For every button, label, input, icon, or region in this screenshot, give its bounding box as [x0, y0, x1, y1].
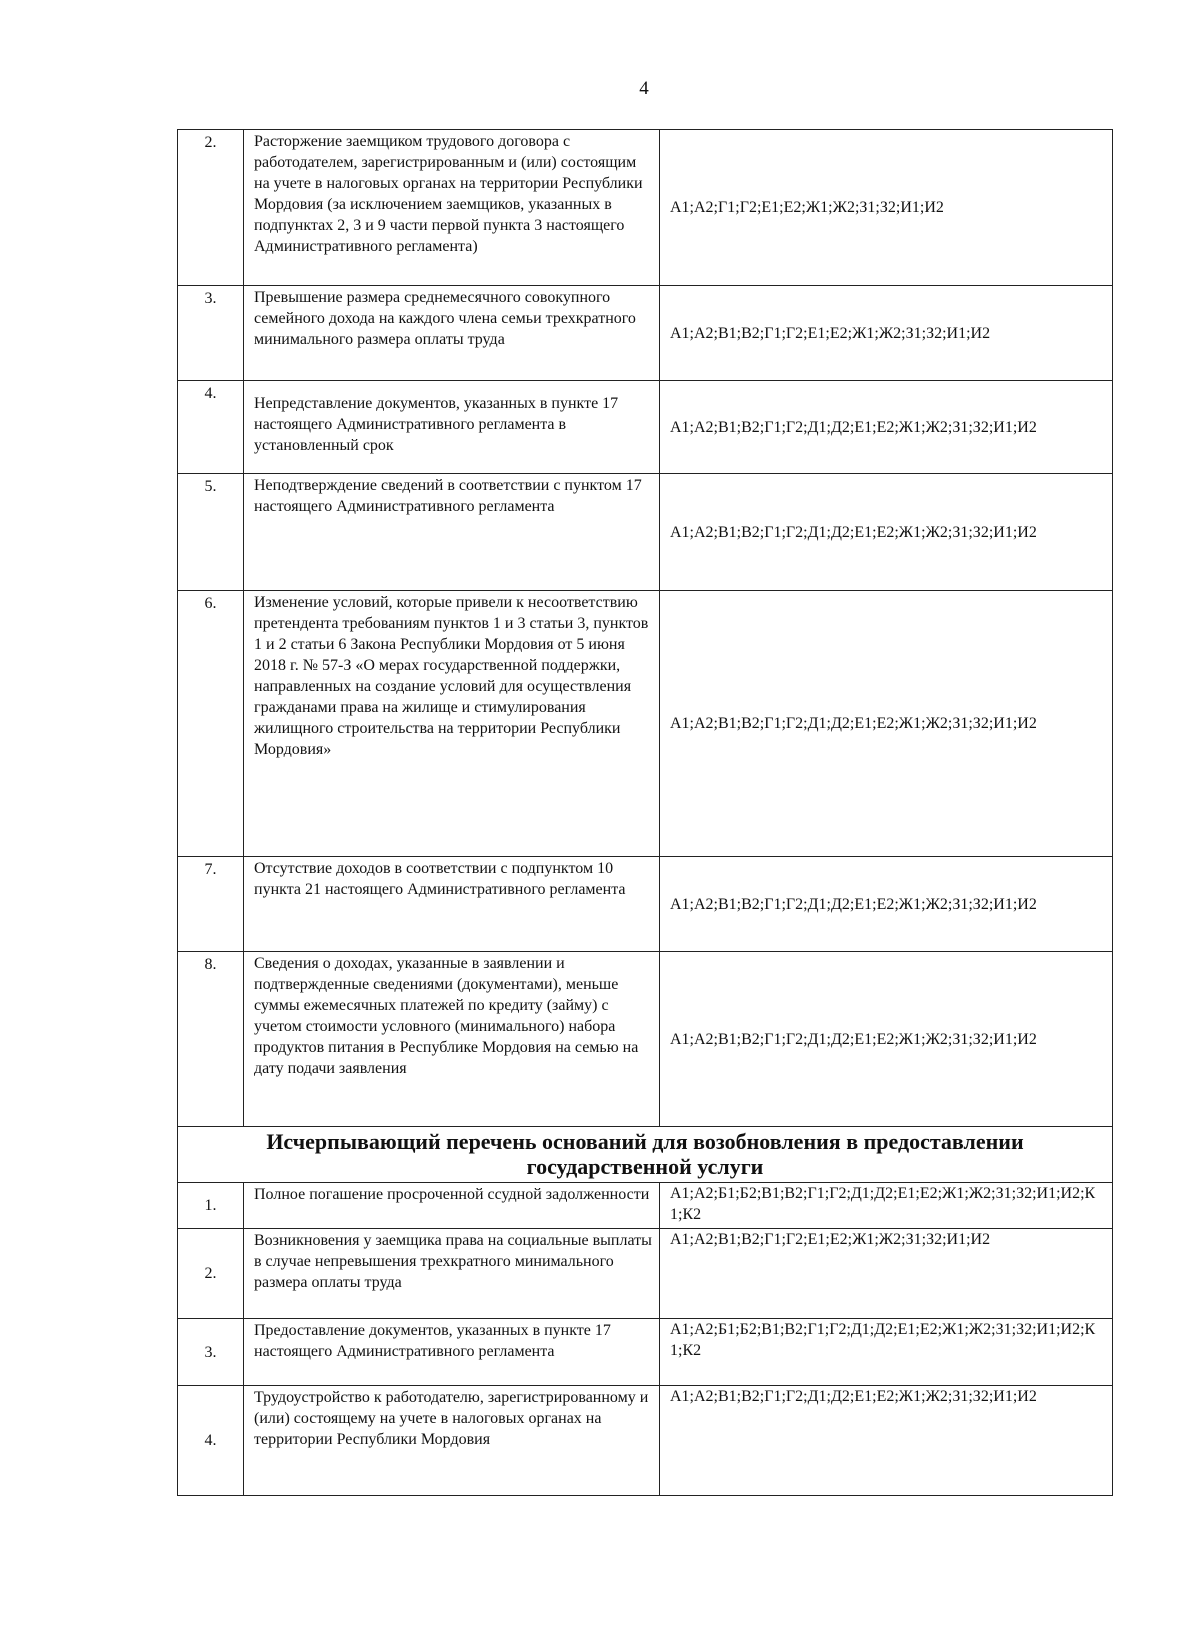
table-row	[178, 1386, 1113, 1496]
row-description: Возникновения у заемщика права на социальные выплаты в случае непревышения трехкратного минимального размера оплаты труда	[244, 1229, 660, 1319]
row-codes: А1;А2;Б1;Б2;В1;В2;Г1;Г2;Д1;Д2;Е1;Е2;Ж1;Ж2;З1;З2;И1;И2;К1;К2	[660, 1319, 1113, 1386]
table-row	[178, 286, 1113, 381]
row-codes: А1;А2;В1;В2;Г1;Г2;Д1;Д2;Е1;Е2;Ж1;Ж2;З1;З2;И1;И2	[660, 381, 1113, 474]
row-codes: А1;А2;В1;В2;Г1;Г2;Д1;Д2;Е1;Е2;Ж1;Ж2;З1;З2;И1;И2	[660, 591, 1113, 857]
table-row	[178, 130, 1113, 286]
row-number-cell	[178, 381, 244, 474]
row-number-cell	[178, 474, 244, 591]
row-description: Трудоустройство к работодателю, зарегистрированному и (или) состоящему на учете в налоговых органах на территории Республики Мордовия	[244, 1386, 660, 1496]
table-row	[178, 952, 1113, 1127]
table-row	[178, 1229, 1113, 1319]
row-number-cell	[178, 130, 244, 286]
row-number-cell	[178, 1183, 244, 1229]
row-codes: А1;А2;В1;В2;Г1;Г2;Д1;Д2;Е1;Е2;Ж1;Ж2;З1;З2;И1;И2	[660, 952, 1113, 1127]
table-row	[178, 474, 1113, 591]
row-codes: А1;А2;В1;В2;Г1;Г2;Д1;Д2;Е1;Е2;Ж1;Ж2;З1;З2;И1;И2	[660, 857, 1113, 952]
row-number: 5.	[204, 478, 217, 495]
row-number: 3.	[204, 290, 217, 307]
row-description: Расторжение заемщиком трудового договора с работодателем, зарегистрированным и (или) состоящим на учете в налоговых органах на территории Республики Мордовия (за исключением заемщиков, указанных в подпунктах 2, 3 и 9 части первой пункта 3 настоящего Административного регламента)	[244, 130, 660, 286]
section-header-row	[178, 1127, 1113, 1183]
page-number: 4	[639, 78, 649, 99]
row-number-cell	[178, 952, 244, 1127]
section-header: Исчерпывающий перечень оснований для возобновления в предоставлении государственной услуги	[178, 1127, 1113, 1183]
row-number: 2.	[204, 1265, 217, 1282]
row-number-cell	[178, 857, 244, 952]
row-description: Превышение размера среднемесячного совокупного семейного дохода на каждого члена семьи трехкратного минимального размера оплаты труда	[244, 286, 660, 381]
row-number: 4.	[204, 1432, 217, 1449]
row-number-cell	[178, 286, 244, 381]
row-codes: А1;А2;В1;В2;Г1;Г2;Е1;Е2;Ж1;Ж2;З1;З2;И1;И2	[660, 286, 1113, 381]
row-number: 7.	[204, 861, 217, 878]
row-description: Предоставление документов, указанных в пункте 17 настоящего Административного регламента	[244, 1319, 660, 1386]
row-number-cell	[178, 1386, 244, 1496]
row-number: 1.	[204, 1197, 217, 1214]
row-codes: А1;А2;В1;В2;Г1;Г2;Д1;Д2;Е1;Е2;Ж1;Ж2;З1;З2;И1;И2	[660, 1386, 1113, 1496]
row-number: 6.	[204, 595, 217, 612]
table-row	[178, 381, 1113, 474]
row-number: 4.	[204, 385, 217, 402]
row-description: Отсутствие доходов в соответствии с подпунктом 10 пункта 21 настоящего Административного регламента	[244, 857, 660, 952]
row-description: Неподтверждение сведений в соответствии с пунктом 17 настоящего Административного регламента	[244, 474, 660, 591]
row-description: Изменение условий, которые привели к несоответствию претендента требованиям пунктов 1 и 3 статьи 3, пунктов 1 и 2 статьи 6 Закона Республики Мордовия от 5 июня 2018 г. № 57-З «О мерах государственной поддержки, направленных на создание условий для осуществления гражданами права на жилище и стимулирования жилищного строительства на территории Республики Мордовия»	[244, 591, 660, 857]
table-row	[178, 1319, 1113, 1386]
grounds-table	[177, 129, 1113, 1496]
row-codes: А1;А2;В1;В2;Г1;Г2;Е1;Е2;Ж1;Ж2;З1;З2;И1;И2	[660, 1229, 1113, 1319]
row-number: 8.	[204, 956, 217, 973]
table-row	[178, 591, 1113, 857]
row-codes: А1;А2;Г1;Г2;Е1;Е2;Ж1;Ж2;З1;З2;И1;И2	[660, 130, 1113, 286]
row-description: Сведения о доходах, указанные в заявлении и подтвержденные сведениями (документами), меньше суммы ежемесячных платежей по кредиту (займу) с учетом стоимости условного (минимального) набора продуктов питания в Республике Мордовия на семью на дату подачи заявления	[244, 952, 660, 1127]
row-description: Полное погашение просроченной ссудной задолженности	[244, 1183, 660, 1229]
row-number-cell	[178, 591, 244, 857]
row-description	[244, 381, 660, 474]
table-row	[178, 857, 1113, 952]
row-codes: А1;А2;Б1;Б2;В1;В2;Г1;Г2;Д1;Д2;Е1;Е2;Ж1;Ж2;З1;З2;И1;И2;К1;К2	[660, 1183, 1113, 1229]
row-description-text: Непредставление документов, указанных в пункте 17 настоящего Административного регламента в установленный срок	[254, 395, 619, 454]
row-number-cell	[178, 1319, 244, 1386]
row-number-cell	[178, 1229, 244, 1319]
row-number: 3.	[204, 1343, 217, 1361]
row-number: 2.	[204, 134, 217, 151]
row-codes: А1;А2;В1;В2;Г1;Г2;Д1;Д2;Е1;Е2;Ж1;Ж2;З1;З2;И1;И2	[660, 474, 1113, 591]
table-row	[178, 1183, 1113, 1229]
